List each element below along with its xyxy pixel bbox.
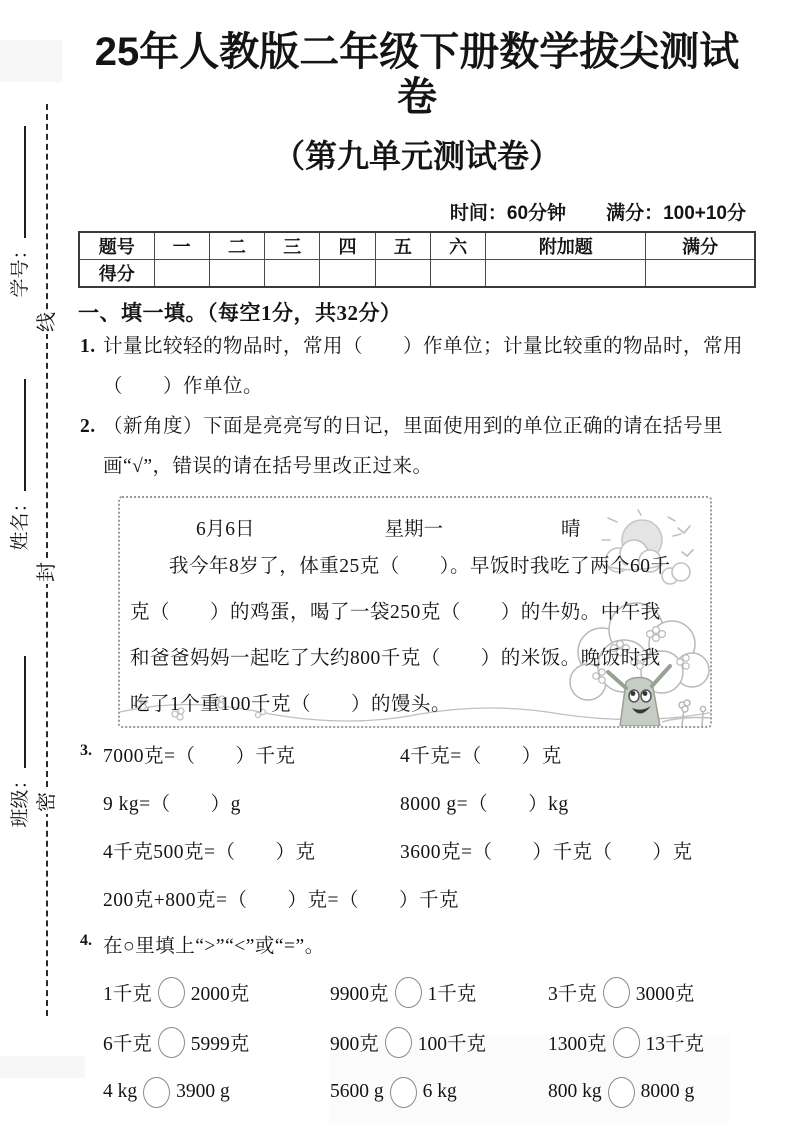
- seal-char-mi: 密: [36, 792, 58, 812]
- diary-weekday: 星期一: [384, 519, 444, 541]
- seal-char-feng: 封: [36, 562, 58, 582]
- class-blank-line: [11, 657, 26, 769]
- compare-left: 4 kg: [103, 1081, 138, 1103]
- header-q3: 三: [265, 232, 320, 260]
- score-table-header-row: [79, 232, 755, 260]
- class-label: 班级：: [9, 770, 31, 828]
- diary-box: [118, 496, 712, 728]
- question-2-text: （新角度）下面是亮亮写的日记，里面使用到的单位正确的请在括号里画“√”，错误的请在括号里改正过来。: [103, 416, 724, 478]
- comparison-circle: [143, 1077, 170, 1108]
- diary-header: [120, 513, 710, 541]
- score-cell: [430, 260, 485, 288]
- exam-info: [78, 198, 756, 225]
- header-q1: 一: [154, 232, 209, 260]
- comparison-item: [548, 1025, 756, 1059]
- conversion-item: 7000克=（ ）千克: [103, 746, 296, 768]
- header-bonus: 附加题: [486, 232, 646, 260]
- conversion-item: 8000 g=（ ）kg: [400, 794, 569, 816]
- header-q2: 二: [209, 232, 264, 260]
- conversion-item: 200克+800克=（ ）克=（ ）千克: [103, 890, 459, 912]
- comparison-item: [548, 975, 756, 1009]
- compare-right: 13千克: [645, 1034, 705, 1056]
- compare-left: 1300克: [548, 1034, 607, 1056]
- compare-left: 5600 g: [330, 1081, 384, 1103]
- comparison-item: [103, 1025, 330, 1059]
- scan-artifact: [0, 40, 62, 82]
- question-2-number: 2.: [80, 416, 96, 438]
- student-id-blank-line: [11, 127, 26, 239]
- student-id-field: [5, 112, 31, 312]
- compare-right: 1千克: [427, 984, 477, 1006]
- comparison-circle: [390, 1077, 417, 1108]
- question-3-number: 3.: [80, 742, 92, 760]
- seal-char-line: 线: [36, 312, 58, 332]
- full-score: 满分：100+10分: [606, 202, 746, 224]
- paper-subtitle: （第九单元测试卷）: [272, 137, 561, 174]
- name-field: [5, 365, 31, 565]
- score-cell: [320, 260, 375, 288]
- header-q5: 五: [375, 232, 430, 260]
- compare-right: 100千克: [417, 1034, 487, 1056]
- conversion-item: 4千克=（ ）克: [400, 746, 562, 768]
- name-blank-line: [11, 380, 26, 492]
- scan-artifact: [0, 1056, 85, 1078]
- comparison-item: [103, 975, 330, 1009]
- question-3: [78, 742, 756, 916]
- header-total: 满分: [646, 232, 755, 260]
- paper-title: 25年人教版二年级下册数学拔尖测试卷: [94, 30, 740, 119]
- comparison-circle: [608, 1077, 635, 1108]
- comparison-item: [330, 975, 548, 1009]
- comparison-item: [103, 1075, 330, 1109]
- diary-date: 6月6日: [196, 519, 255, 541]
- header-q4: 四: [320, 232, 375, 260]
- compare-right: 8000 g: [640, 1081, 695, 1103]
- compare-right: 2000克: [190, 984, 250, 1006]
- question-4-text: 在○里填上“>”“<”或“=”。: [103, 936, 325, 958]
- comparison-item: [330, 1025, 548, 1059]
- score-table-score-row: [79, 260, 755, 288]
- class-field: [5, 642, 31, 842]
- comparison-circle: [158, 977, 185, 1008]
- score-cell: [375, 260, 430, 288]
- comparison-circle: [158, 1027, 185, 1058]
- section1-heading: 一、填一填。（每空1分，共32分）: [78, 301, 402, 326]
- comparison-item: [330, 1075, 548, 1109]
- name-label: 姓名：: [9, 493, 31, 551]
- diary-text: 我今年8岁了，体重25克（ ）。早饭时我吃了两个60千克（ ）的鸡蛋，喝了一袋250克（ ）的牛奶。中午我和爸爸妈妈一起吃了大约800千克（ ）的米饭。晚饭时我吃了1个重100千克（ ）的馒头。: [130, 556, 671, 716]
- header-q6: 六: [430, 232, 485, 260]
- comparison-circle: [613, 1027, 640, 1058]
- comparison-circle: [385, 1027, 412, 1058]
- question-1-text: 计量比较轻的物品时，常用（ ）作单位；计量比较重的物品时，常用（ ）作单位。: [103, 336, 744, 398]
- score-cell: [646, 260, 755, 288]
- question-1-number: 1.: [80, 336, 96, 358]
- compare-right: 5999克: [190, 1034, 250, 1056]
- comparison-grid: [103, 975, 756, 1109]
- score-row-label: 得分: [79, 260, 154, 288]
- diary-weather: 晴: [561, 519, 581, 541]
- conversion-item: 3600克=（ ）千克（ ）克: [400, 842, 693, 864]
- compare-right: 3900 g: [176, 1081, 230, 1103]
- compare-left: 6千克: [103, 1034, 152, 1056]
- score-cell: [154, 260, 209, 288]
- header-question-no: 题号: [79, 232, 154, 260]
- comparison-circle: [603, 977, 630, 1008]
- score-table: [78, 231, 756, 289]
- compare-left: 1千克: [103, 984, 152, 1006]
- conversion-item: 4千克500克=（ ）克: [103, 842, 316, 864]
- compare-left: 900克: [330, 1034, 379, 1056]
- question-2: [78, 407, 756, 487]
- test-paper: [78, 0, 756, 1109]
- score-cell: [486, 260, 646, 288]
- score-cell: [265, 260, 320, 288]
- compare-left: 3千克: [548, 984, 597, 1006]
- compare-left: 800 kg: [548, 1081, 602, 1103]
- compare-right: 3000克: [635, 984, 695, 1006]
- conversion-item: 9 kg=（ ）g: [103, 794, 241, 816]
- question-1: [78, 327, 756, 407]
- student-id-label: 学号：: [9, 240, 31, 298]
- comparison-item: [548, 1075, 756, 1109]
- question-4: [78, 932, 756, 1109]
- question-4-number: 4.: [80, 932, 92, 950]
- score-cell: [209, 260, 264, 288]
- comparison-circle: [395, 977, 422, 1008]
- compare-left: 9900克: [330, 984, 389, 1006]
- time-limit: 时间：60分钟: [449, 202, 567, 224]
- compare-right: 6 kg: [422, 1081, 457, 1103]
